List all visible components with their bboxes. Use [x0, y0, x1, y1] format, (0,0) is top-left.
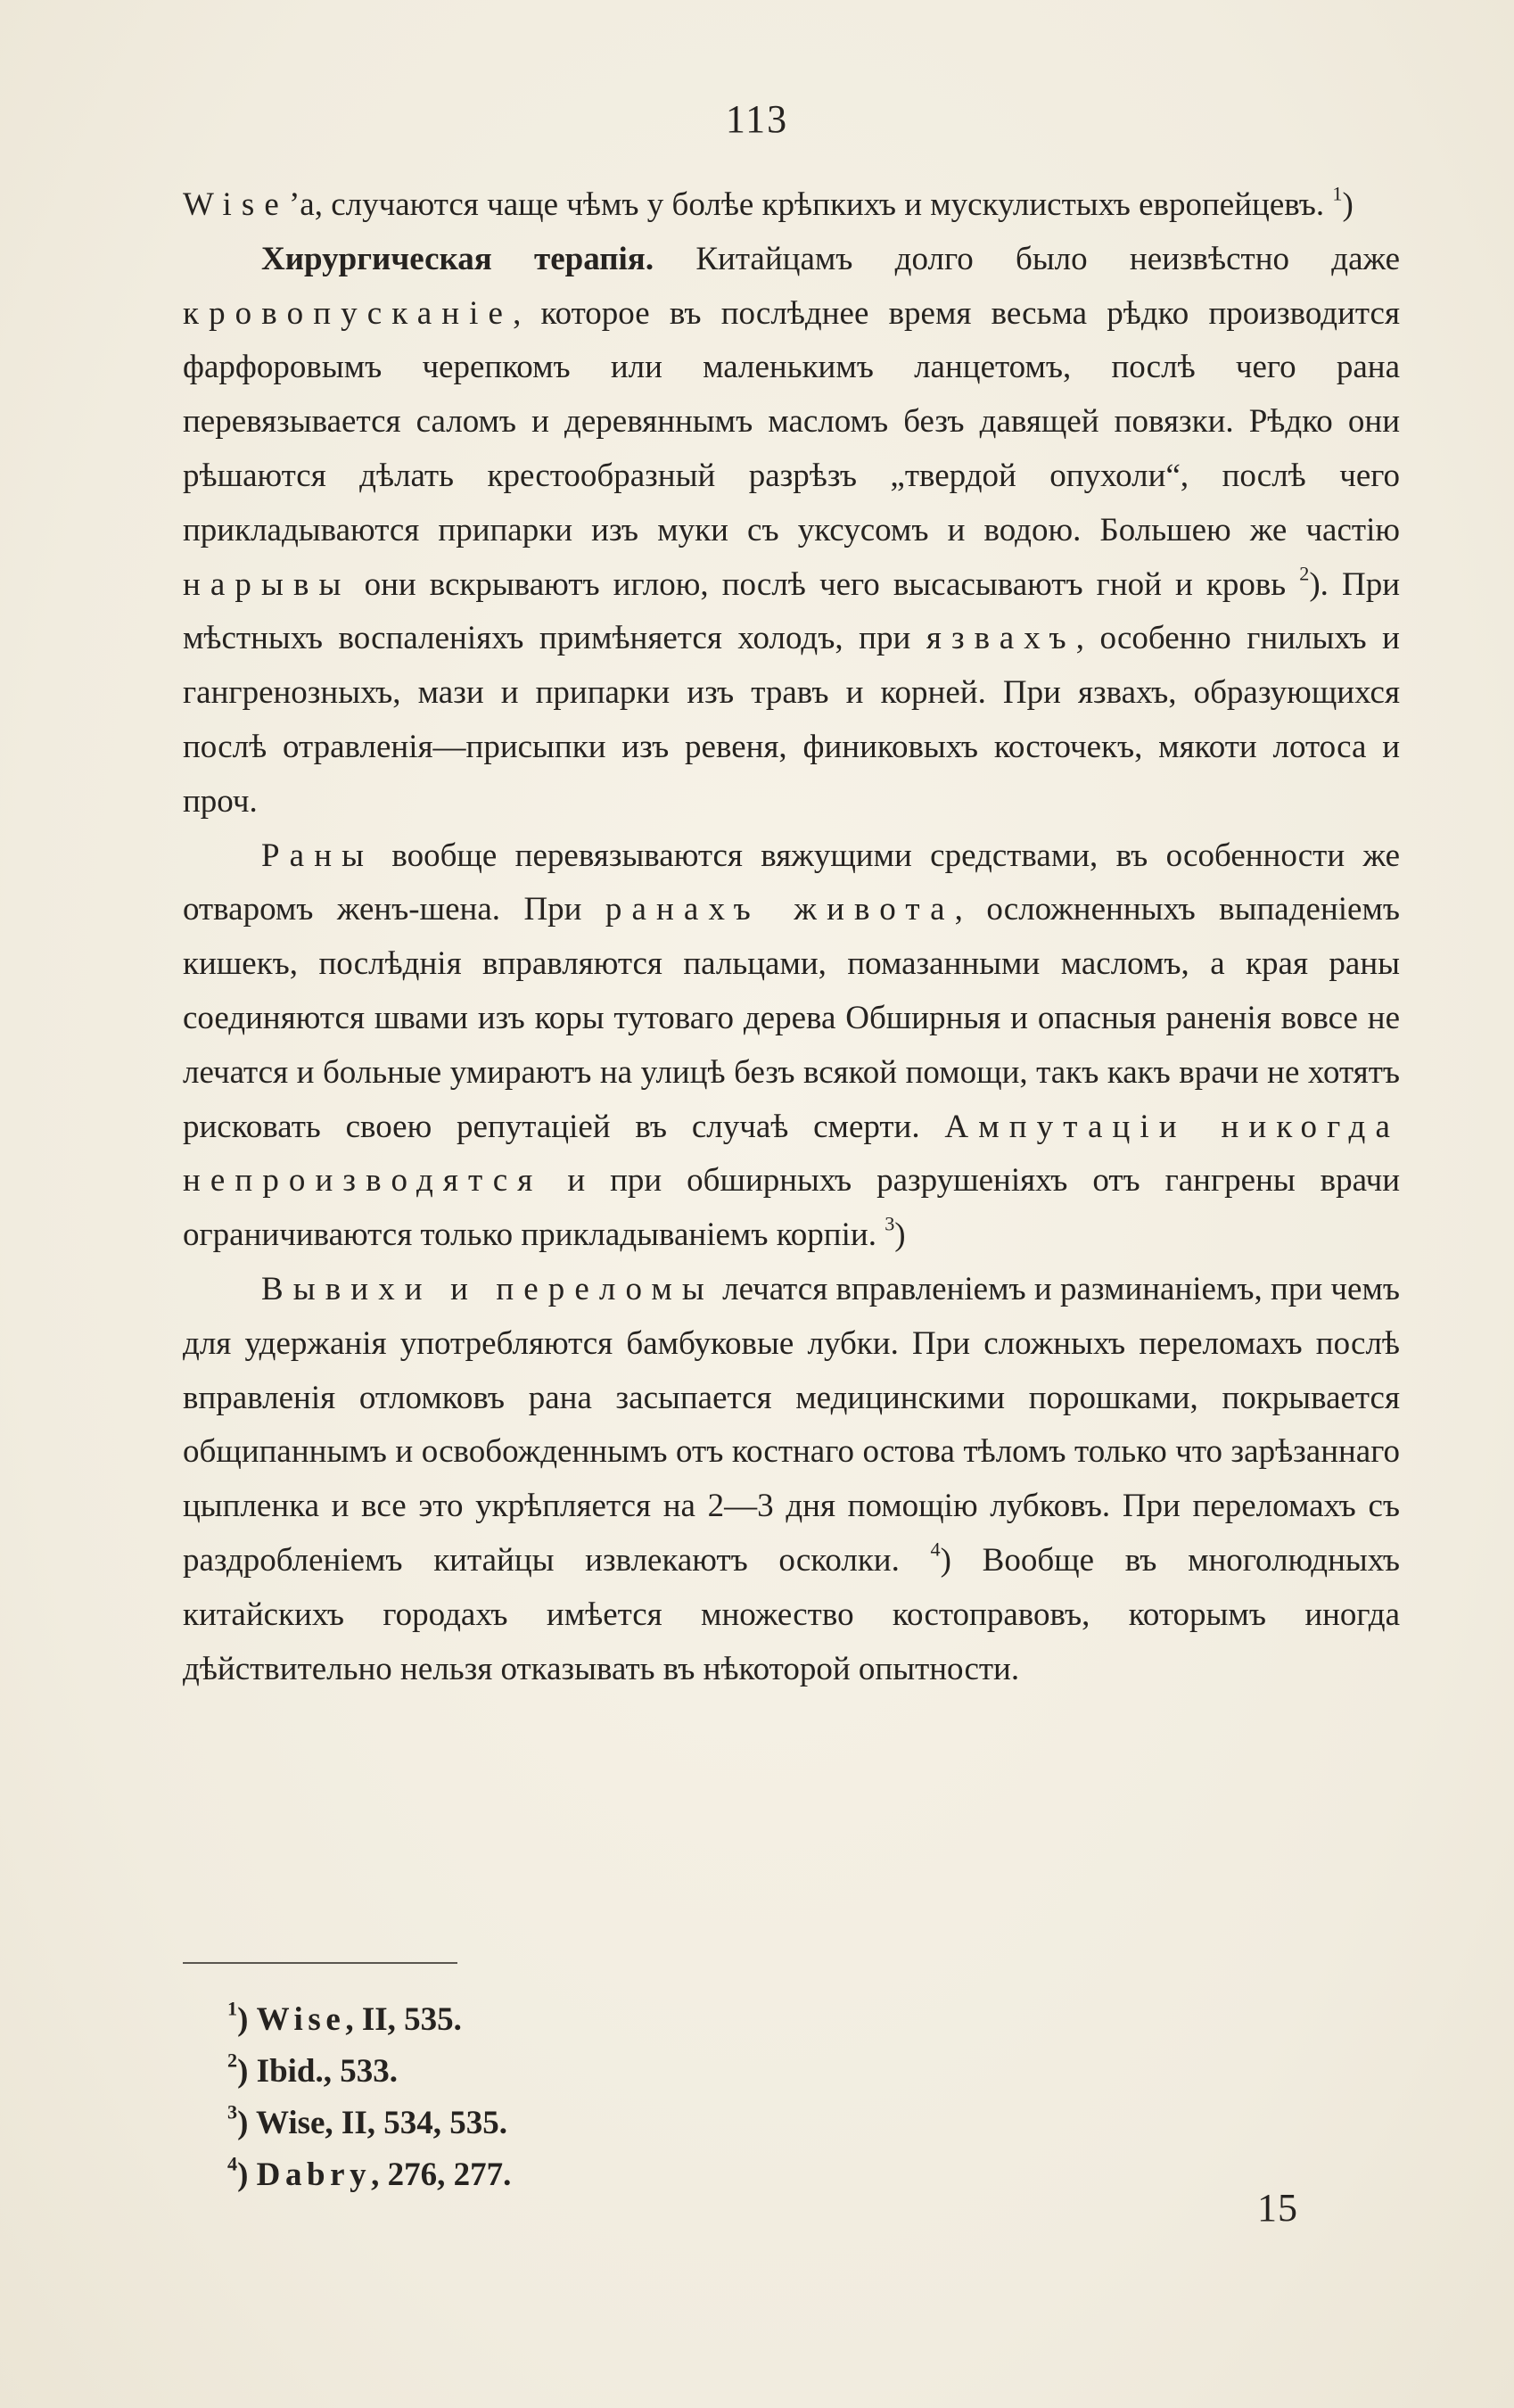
paragraph-2: Хирургическая терапія. Китайцамъ долго было неизвѣстно даже кровопусканіе, которое въ послѣднее время весьма рѣдко производится фарфоровымъ черепкомъ или маленькимъ ланцетомъ, послѣ чего рана перевязывается саломъ и деревяннымъ масломъ безъ давящей повязки. Рѣдко они рѣшаются дѣлать крестообразный разрѣзъ „твердой опухоли“, послѣ чего прикладываются припарки изъ муки съ уксусомъ и водою. Большею же частію нарывы они вскрываютъ иглою, послѣ чего высасываютъ гной и кровь $^2$). При мѣстныхъ воспаленіяхъ примѣняется холодъ, при язвахъ, особенно гнилыхъ и гангренозныхъ, мази и припарки изъ травъ и корней. При язвахъ, образующихся послѣ отравленія—присыпки изъ ревеня, финиковыхъ косточекъ, мякоти лотоса и проч.: [183, 240, 1401, 820]
footnote-mark: 3: [227, 2100, 238, 2123]
paragraph-4: Вывихи и переломы лечатся вправленіемъ и разминаніемъ, при чемъ для удержанія употребляются бамбуковые лубки. При сложныхъ переломахъ послѣ вправленія отломковъ рана засыпается медицинскими порошками, покрывается общипаннымъ и освобожденнымъ отъ костнаго остова тѣломъ только что зарѣзаннаго цыпленка и все это укрѣпляется на 2—3 дня помощію лубковъ. При переломахъ съ раздробленіемъ китайцы извлекаютъ осколки. $^4$) Вообще въ многолюдныхъ китайскихъ городахъ имѣется множество костоправовъ, которымъ иногда дѣйствительно нельзя отказывать въ нѣкоторой опытности.: [183, 1270, 1400, 1687]
footnote-4: $^4$) Dabry, 276, 277.: [227, 2152, 512, 2193]
main-text: [183, 178, 1400, 1696]
footnote-ref: 4: [930, 1538, 941, 1561]
footnotes: [227, 1994, 1030, 2201]
footnote-mark: 2: [227, 2049, 238, 2072]
footnote-author: Dabry: [256, 2156, 372, 2193]
footnote-3: $^3$) Wise, II, 534, 535.: [227, 2100, 507, 2141]
footnote-mark: 4: [227, 2152, 238, 2175]
signature-mark: 15: [1257, 2186, 1298, 2230]
footnote-mark: 1: [227, 1997, 238, 2020]
footnote-2: $^2$) Ibid., 533.: [227, 2049, 399, 2090]
footnote-divider: [183, 1962, 457, 1964]
spaced-term: Вывихи и переломы: [261, 1270, 714, 1307]
paragraph-1: Wise’a, случаются чаще чѣмъ у болѣе крѣпкихъ и мускулистыхъ европейцевъ. $^1$): [183, 182, 1354, 223]
footnote-1: $^1$) Wise, II, 535.: [227, 1997, 462, 2038]
footnote-author: Wise: [256, 2001, 346, 2038]
footnote-ref: 3: [885, 1212, 895, 1235]
paragraph-3: Раны вообще перевязываются вяжущими средствами, въ особенности же отваромъ женъ-шена. При ранахъ живота, осложненныхъ выпаденіемъ кишекъ, послѣднія вправляются пальцами, помазанными масломъ, а края раны соединяются швами изъ коры тутоваго дерева Обширныя и опасныя раненія вовсе не лечатся и больные умираютъ на улицѣ безъ всякой помощи, такъ какъ врачи не хотятъ рисковать своею репутаціей въ случаѣ смерти. Ампутаціи никогда непроизводятся и при обширныхъ разрушеніяхъ отъ гангрены врачи ограничиваются только прикладываніемъ корпіи. $^3$): [183, 837, 1401, 1254]
section-heading: Хирургическая терапія.: [261, 240, 654, 277]
spaced-term: Ампутаціи никогда непроизводятся: [183, 1108, 1401, 1200]
spaced-term: Раны: [261, 837, 374, 874]
spaced-term: нарывы: [183, 565, 351, 603]
author-name: Wise: [183, 186, 289, 223]
footnote-ref: 2: [1299, 561, 1310, 584]
spaced-term: язвахъ: [926, 620, 1076, 657]
footnote-ref: 1: [1332, 182, 1343, 205]
spaced-term: ранахъ живота: [605, 891, 955, 928]
spaced-term: кровопусканіе: [183, 294, 514, 332]
page-number: 113: [725, 97, 789, 141]
